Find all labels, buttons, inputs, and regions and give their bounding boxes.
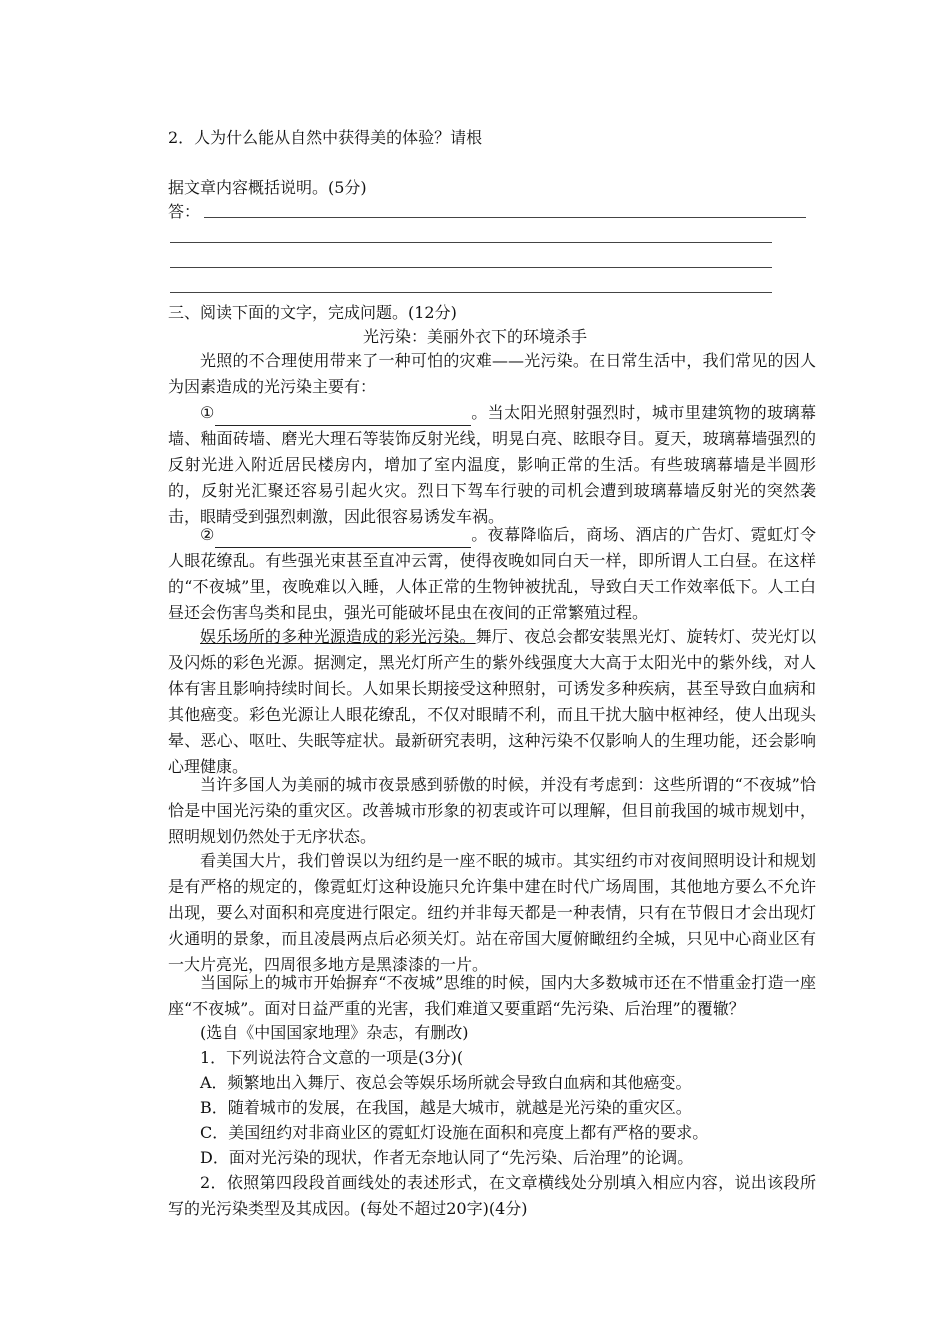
paragraph-5: 当许多国人为美丽的城市夜景感到骄傲的时候，并没有考虑到：这些所谓的“不夜城”恰恰是中国光污染的重灾区。改善城市形象的初衷或许可以理解，但目前我国的城市规划中，照明规划仍然处于无序状态。 — [168, 775, 816, 846]
answer-line-3[interactable] — [170, 267, 772, 268]
paragraph-1: 光照的不合理使用带来了一种可怕的灾难——光污染。在日常生活中，我们常见的因人为因素造成的光污染主要有： — [168, 351, 816, 396]
option-b[interactable]: B．随着城市的发展，在我国，越是大城市，就越是光污染的重灾区。 — [200, 1098, 692, 1117]
section-3-heading: 三、阅读下面的文字，完成问题。(12分) — [168, 303, 457, 322]
option-a[interactable]: A．频繁地出入舞厅、夜总会等娱乐场所就会导致白血病和其他癌变。 — [200, 1073, 692, 1092]
paragraph-2 — [168, 400, 816, 530]
paragraph-3 — [168, 522, 816, 626]
paragraph-4-text: 舞厅、夜总会都安装黑光灯、旋转灯、荧光灯以及闪烁的彩色光源。据测定，黑光灯所产生的紫外线强度大大高于太阳光中的紫外线，对人体有害且影响持续时间长。人如果长期接受这种照射，可诱发多种疾病，甚至导致白血病和其他癌变。彩色光源让人眼花缭乱，不仅对眼睛不利，而且干扰大脑中枢神经，使人出现头晕、恶心、呕吐、失眠等症状。最新研究表明，这种污染不仅影响人的生理功能，还会影响心理健康。 — [168, 627, 816, 776]
paragraph-6: 看美国大片，我们曾误以为纽约是一座不眠的城市。其实纽约市对夜间照明设计和规划是有严格的规定的，像霓虹灯这种设施只允许集中建在时代广场周围，其他地方要么不允许出现，要么对面积和亮度进行限定。纽约并非每天都是一种表情，只有在节假日才会出现灯火通明的景象，而且凌晨两点后必须关灯。站在帝国大厦俯瞰纽约全城，只见中心商业区有一大片亮光，四周很多地方是黑漆漆的一片。 — [168, 851, 816, 974]
option-c[interactable]: C．美国纽约对非商业区的霓虹灯设施在面积和亮度上都有严格的要求。 — [200, 1123, 709, 1142]
paragraph-3-text: 。夜幕降临后，商场、酒店的广告灯、霓虹灯令人眼花缭乱。有些强光束甚至直冲云霄，使得夜晚如同白天一样，即所谓人工白昼。在这样的“不夜城”里，夜晚难以入睡，人体正常的生物钟被扰乱，导致白天工作效率低下。人工白昼还会伤害鸟类和昆虫，强光可能破坏昆虫在夜间的正常繁殖过程。 — [168, 525, 816, 622]
paragraph-4 — [168, 624, 816, 780]
answer-line-1[interactable] — [204, 217, 806, 218]
blank-number-1: ① — [200, 403, 215, 422]
question-2: 2．依照第四段段首画线处的表述形式，在文章横线处分别填入相应内容，说出该段所写的光污染类型及其成因。(每处不超过20字)(4分) — [168, 1173, 816, 1218]
fill-in-blank-2[interactable] — [215, 529, 471, 548]
fill-in-blank-1[interactable] — [215, 407, 471, 426]
underlined-phrase: 娱乐场所的多种光源造成的彩光污染。 — [200, 627, 476, 646]
question-2-line-1: 2．人为什么能从自然中获得美的体验？请根 — [168, 128, 483, 147]
source-note: (选自《中国国家地理》杂志，有删改) — [200, 1023, 469, 1042]
question-2-line-2: 据文章内容概括说明。(5分) — [168, 178, 367, 197]
blank-number-2: ② — [200, 525, 215, 544]
answer-line-4[interactable] — [170, 292, 772, 293]
paragraph-2-text: 。当太阳光照射强烈时，城市里建筑物的玻璃幕墙、釉面砖墙、磨光大理石等装饰反射光线，明晃白亮、眩眼夺目。夏天，玻璃幕墙强烈的反射光进入附近居民楼房内，增加了室内温度，影响正常的生活。有些玻璃幕墙是半圆形的，反射光汇聚还容易引起火灾。烈日下驾车行驶的司机会遭到玻璃幕墙反射光的突然袭击，眼睛受到强烈刺激，因此很容易诱发车祸。 — [168, 403, 816, 526]
question-1: 1．下列说法符合文意的一项是(3分)( — [200, 1048, 464, 1067]
answer-label: 答： — [168, 202, 201, 221]
option-d[interactable]: D．面对光污染的现状，作者无奈地认同了“先污染、后治理”的论调。 — [200, 1148, 694, 1167]
paragraph-7: 当国际上的城市开始摒弃“不夜城”思维的时候，国内大多数城市还在不惜重金打造一座座“不夜城”。面对日益严重的光害，我们难道又要重蹈“先污染、后治理”的覆辙？ — [168, 973, 816, 1018]
article-title: 光污染：美丽外衣下的环境杀手 — [362, 327, 587, 346]
answer-line-2[interactable] — [170, 242, 772, 243]
